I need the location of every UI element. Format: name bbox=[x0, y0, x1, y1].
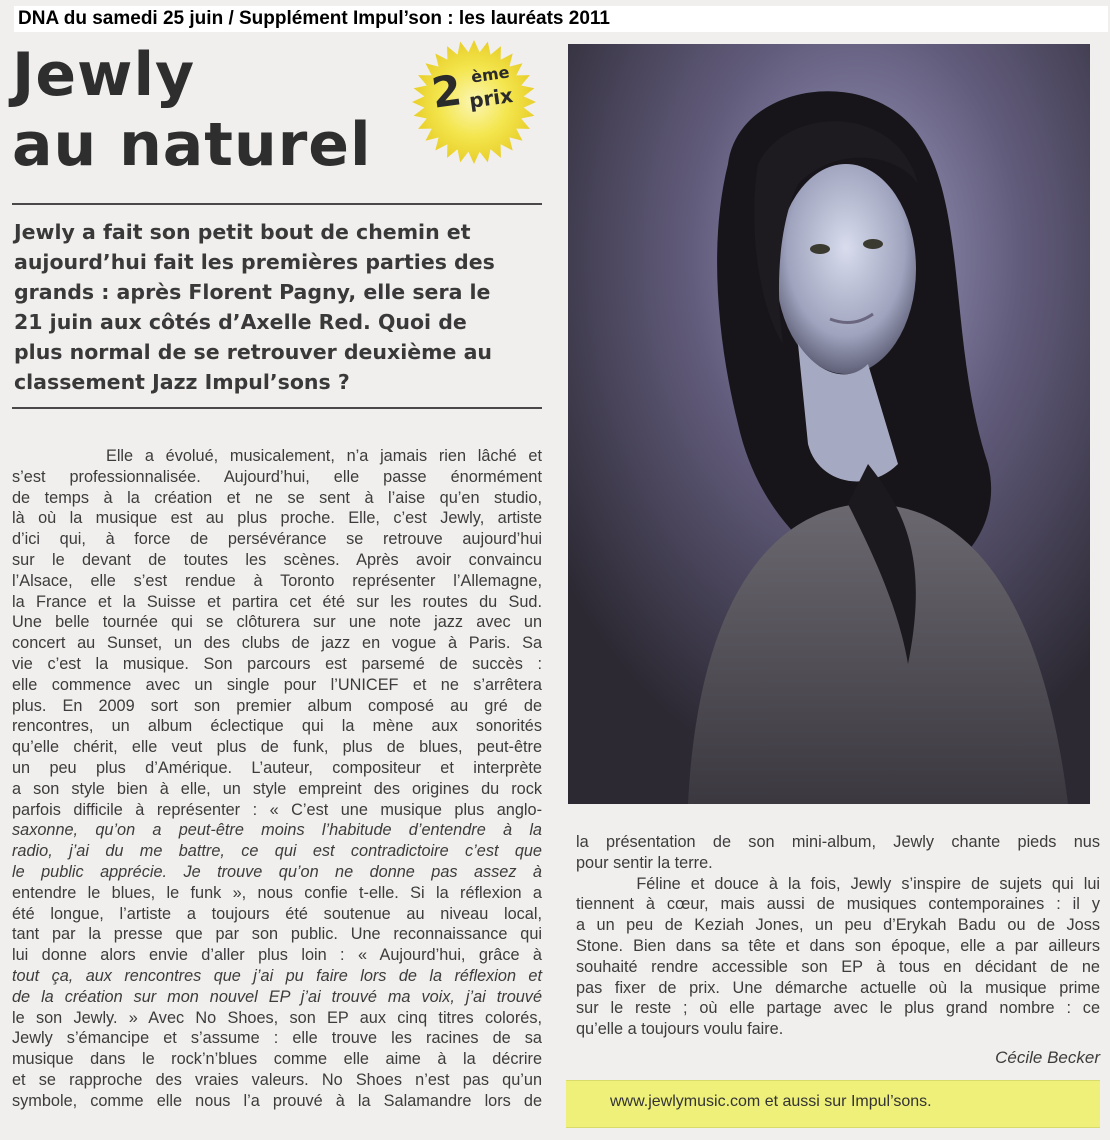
body-line: pour sentir la terre. bbox=[576, 853, 713, 872]
body-line: Féline et douce à la fois, Jewly s’inspire de sujets qui lui bbox=[576, 874, 1100, 893]
body-line: Une belle tournée qui se clôturera sur une note jazz avec un bbox=[12, 613, 542, 632]
lead-line: grands : après Florent Pagny, elle sera le bbox=[14, 280, 491, 304]
body-line: un peu plus d’Amérique. L’auteur, compositeur et interprète bbox=[12, 758, 542, 777]
website-highlight-box bbox=[566, 1080, 1100, 1128]
body-line: sur le reste ; où elle partage avec le plus grand nombre : ce bbox=[576, 999, 1100, 1018]
body-line: rencontres, un album éclectique qui la mène aux sonorités bbox=[12, 717, 542, 736]
prize-superscript: ème bbox=[469, 62, 511, 87]
body-line: a un peu de Keziah Jones, un peu d’Erykah Badu ou de Joss bbox=[576, 916, 1100, 935]
headline-line-2: au naturel bbox=[12, 110, 372, 180]
body-line: et se rapproche des vraies valeurs. No Shoes n’est pas qu’un bbox=[12, 1070, 542, 1089]
body-line: d’ici qui, à force de persévérance se retrouve aujourd’hui bbox=[12, 530, 542, 549]
body-line: lui donne alors envie d’aller plus loin : « Aujourd’hui, grâce à bbox=[12, 946, 542, 965]
headline-line-1: Jewly bbox=[12, 40, 196, 110]
body-line: le son Jewly. » Avec No Shoes, son EP aux cinq titres colorés, bbox=[12, 1008, 542, 1027]
lead-line: plus normal de se retrouver deuxième au bbox=[14, 340, 493, 364]
lead-line: classement Jazz Impul’sons ? bbox=[14, 370, 350, 394]
source-caption: DNA du samedi 25 juin / Supplément Impul’son : les lauréats 2011 bbox=[14, 6, 1108, 32]
body-line: musique dans le rock’n’blues comme elle aime à la décrire bbox=[12, 1050, 542, 1069]
body-line: plus. En 2009 sort son premier album composé au gré de bbox=[12, 696, 542, 715]
body-line: parfois difficile à représenter : « C’est une musique plus anglo- bbox=[12, 800, 542, 819]
body-line: symbole, comme elle nous l’a prouvé à la Salamandre lors de bbox=[12, 1091, 542, 1110]
body-line: vie c’est la musique. Son parcours est parsemé de succès : bbox=[12, 654, 542, 673]
body-line: sur le devant de toutes les scènes. Après avoir convaincu bbox=[12, 550, 542, 569]
body-line: Elle a évolué, musicalement, n’a jamais rien lâché et bbox=[12, 447, 542, 465]
body-line: elle commence avec un single pour l’UNICEF et ne s’arrêtera bbox=[12, 675, 542, 694]
body-line: entendre le blues, le funk », nous confie t-elle. Si la réflexion a bbox=[12, 883, 542, 902]
body-left-column bbox=[12, 446, 542, 1112]
body-line: tant par la presse que par son public. Une reconnaissance qui bbox=[12, 925, 542, 944]
body-line: pas fixer de prix. Une démarche actuelle où la musique prime bbox=[576, 978, 1100, 997]
body-line: s’est professionnalisée. Aujourd’hui, elle passe énormément bbox=[12, 467, 542, 486]
body-line-quote: saxonne, qu’on a peut-être moins l’habitude d’entendre à la bbox=[12, 821, 542, 840]
body-line: qu’elle a toujours voulu faire. bbox=[576, 1020, 784, 1039]
body-line-quote: le public apprécie. Je trouve qu’on ne donne pas assez à bbox=[12, 862, 542, 881]
website-link[interactable]: www.jewlymusic.com et aussi sur Impul’sons. bbox=[610, 1093, 932, 1110]
divider-top bbox=[12, 203, 542, 205]
author-byline: Cécile Becker bbox=[995, 1048, 1100, 1067]
body-right-column bbox=[576, 832, 1100, 1040]
body-line: la France et la Suisse et partira cet été sur les routes du Sud. bbox=[12, 592, 542, 611]
body-line: Stone. Bien dans sa tête et dans son époque, elle a par ailleurs bbox=[576, 936, 1100, 955]
body-line: de temps à la création et ne se sent à l’aise qu’en studio, bbox=[12, 488, 542, 507]
lead-line: 21 juin aux côtés d’Axelle Red. Quoi de bbox=[14, 310, 467, 334]
body-line: qu’elle chérit, elle veut plus de funk, plus de blues, peut-être bbox=[12, 738, 542, 757]
article-lead bbox=[14, 217, 540, 397]
body-line: Jewly s’émancipe et s’assume : elle trouve les racines de sa bbox=[12, 1029, 542, 1048]
body-line: là où la musique est au plus proche. Elle, c’est Jewly, artiste bbox=[12, 509, 542, 528]
body-line-quote: radio, j’ai du me battre, ce qui est contradictoire c’est que bbox=[12, 842, 542, 861]
body-line: tiennent à cœur, mais aussi de musiques contemporaines : il y bbox=[576, 895, 1100, 914]
body-line: l’Alsace, elle s’est rendue à Toronto représenter l’Allemagne, bbox=[12, 571, 542, 590]
lead-line: Jewly a fait son petit bout de chemin et bbox=[14, 220, 471, 244]
prize-word: prix bbox=[467, 83, 515, 113]
divider-bottom bbox=[12, 407, 542, 409]
prize-number: 2 bbox=[428, 65, 465, 118]
body-line: souhaité rendre accessible son EP à tous en décidant de ne bbox=[576, 957, 1100, 976]
body-line: la présentation de son mini-album, Jewly chante pieds nus bbox=[576, 833, 1100, 851]
lead-line: aujourd’hui fait les premières parties des bbox=[14, 250, 495, 274]
body-line-quote: de la création sur mon nouvel EP j’ai trouvé ma voix, j’ai trouvé bbox=[12, 987, 542, 1006]
artist-portrait-photo bbox=[568, 44, 1090, 804]
body-line: concert au Sunset, un des clubs de jazz en vogue à Paris. Sa bbox=[12, 634, 542, 653]
body-line: été longue, l’artiste a toujours été soutenue au niveau local, bbox=[12, 904, 542, 923]
portrait-illustration bbox=[568, 44, 1090, 804]
body-line-quote: tout ça, aux rencontres que j’ai pu faire lors de la réflexion et bbox=[12, 966, 542, 985]
body-line: a son style bien à elle, un style empreint des origines du rock bbox=[12, 779, 542, 798]
